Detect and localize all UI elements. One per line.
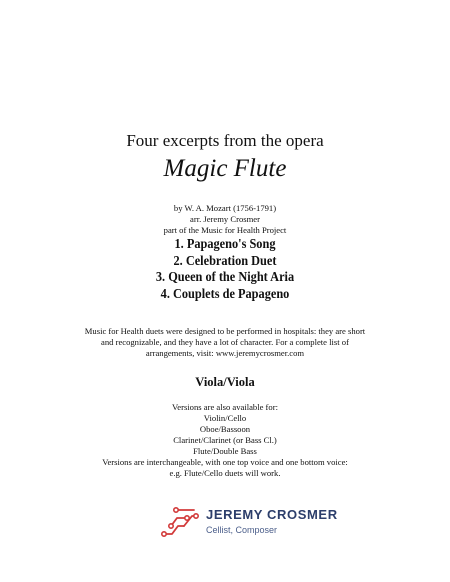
opera-title: Magic Flute bbox=[163, 155, 287, 182]
versions-intro: Versions are also available for: bbox=[172, 402, 278, 412]
credits-block bbox=[0, 203, 450, 236]
description-block bbox=[0, 326, 450, 359]
opera-subtitle: Four excerpts from the opera bbox=[126, 131, 324, 150]
version-item: Flute/Double Bass bbox=[193, 446, 257, 456]
logo-name: JEREMY CROSMER bbox=[206, 507, 338, 522]
version-item: Clarinet/Clarinet (or Bass Cl.) bbox=[173, 435, 277, 445]
description-line: Music for Health duets were designed to be performed in hospitals: they are short bbox=[84, 326, 366, 336]
logo-tagline: Cellist, Composer bbox=[206, 525, 278, 535]
piece-item: 2. Celebration Duet bbox=[173, 252, 277, 268]
composer-logo bbox=[161, 504, 338, 540]
version-item: Violin/Cello bbox=[203, 413, 247, 423]
piece-item: 3. Queen of the Night Aria bbox=[155, 269, 295, 284]
piece-item: 1. Papageno's Song bbox=[174, 236, 276, 251]
instrumentation-heading: Viola/Viola bbox=[195, 375, 255, 389]
versions-block bbox=[0, 402, 450, 479]
circuit-note-icon bbox=[161, 506, 201, 538]
versions-note: Versions are interchangeable, with one top voice and one bottom voice: bbox=[102, 457, 348, 467]
description-line: and recognizable, and they have a lot of character. For a complete list of bbox=[101, 337, 349, 347]
version-item: Oboe/Bassoon bbox=[199, 424, 251, 434]
composer-credit: by W. A. Mozart (1756-1791) bbox=[173, 203, 277, 213]
versions-note: e.g. Flute/Cello duets will work. bbox=[169, 468, 281, 478]
project-credit: part of the Music for Health Project bbox=[163, 225, 287, 235]
piece-list bbox=[18, 236, 432, 302]
arranger-credit: arr. Jeremy Crosmer bbox=[190, 214, 260, 224]
piece-item: 4. Couplets de Papageno bbox=[160, 285, 290, 301]
description-line: arrangements, visit: www.jeremycrosmer.com bbox=[145, 348, 305, 358]
